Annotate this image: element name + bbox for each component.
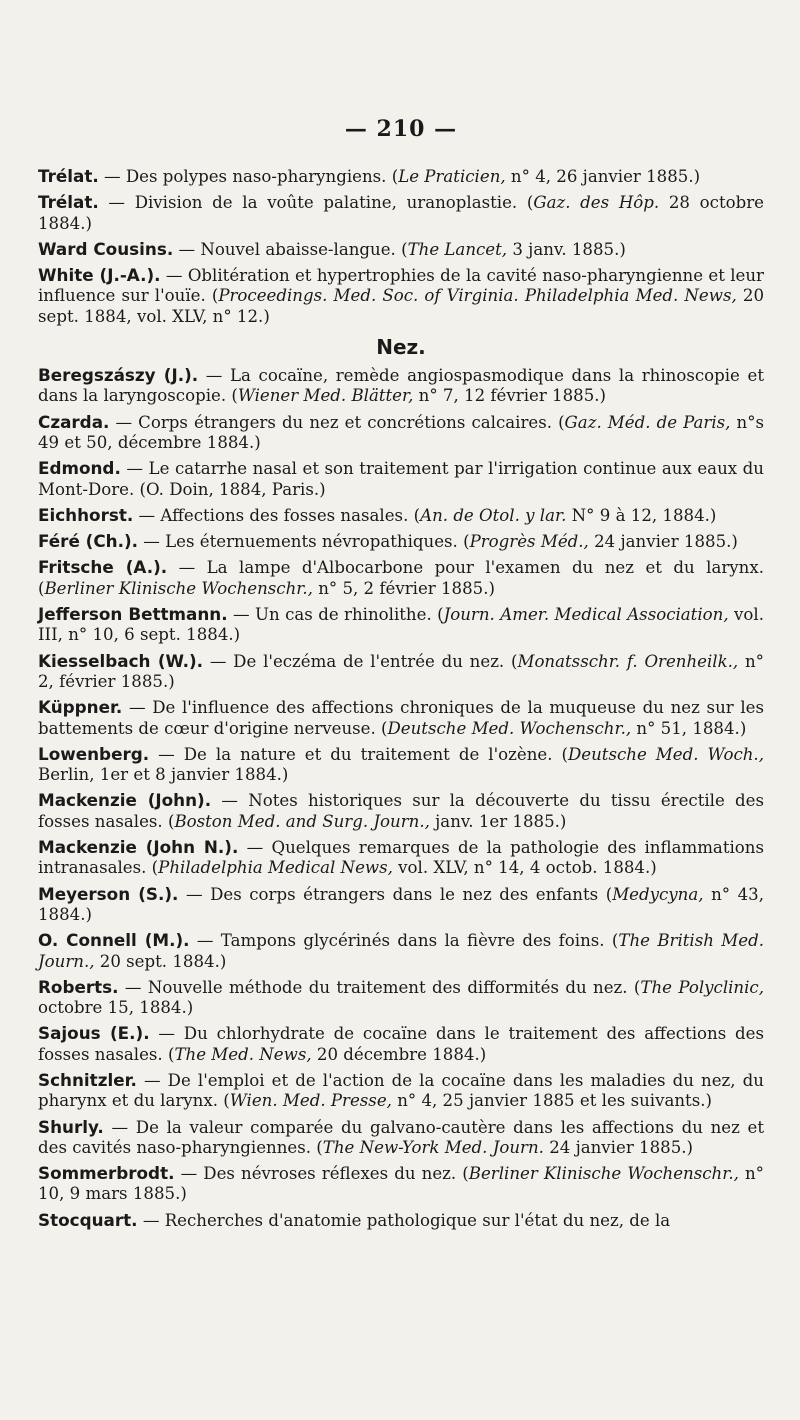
entry-details: n°s 49 et 50, décembre 1884.) (38, 412, 765, 452)
entry-details: vol. XLV, n° 14, 4 octob. 1884.) (392, 858, 657, 878)
entry-source: Gaz. Méd. de Paris, (564, 412, 731, 432)
entry-details: 20 sept. 1884, vol. XLV, n° 12.) (38, 286, 764, 326)
entry-title: — Corps étrangers du nez et concrétions calcaires. ( (109, 412, 565, 432)
bibliography-entry (38, 697, 764, 739)
entry-title: — Des névroses réflexes du nez. ( (174, 1164, 469, 1184)
entry-title: — Des corps étrangers dans le nez des enfants ( (178, 884, 613, 904)
entry-title: — Notes historiques sur la découverte du tissu érectile des fosses nasales. ( (38, 791, 764, 831)
bibliography-entry (38, 505, 764, 526)
entry-author: Küppner. (38, 697, 123, 718)
entry-details: n° 5, 2 février 1885.) (312, 578, 495, 598)
entry-source: Deutsche Med. Woch., (568, 744, 764, 764)
entry-author: Lowenberg. (38, 743, 150, 764)
bibliography-entry (38, 239, 764, 260)
entry-title: — Du chlorhydrate de cocaïne dans le traitement des affections des fosses nasales. ( (38, 1024, 765, 1064)
entry-details: 3 janv. 1885.) (507, 239, 626, 259)
entry-title: — Affections des fosses nasales. ( (133, 505, 421, 525)
bibliography-entry (38, 265, 764, 327)
entry-source: Philadelphia Medical News, (158, 858, 393, 878)
entry-details: 24 janvier 1885.) (543, 1137, 693, 1157)
entry-title: — De l'eczéma de l'entrée du nez. ( (203, 651, 518, 671)
bibliography-entry (38, 1023, 764, 1065)
bibliography-entry (38, 557, 764, 599)
bibliography-entry (38, 1117, 764, 1159)
entry-title: — Les éternuements névropathiques. ( (138, 532, 470, 552)
bibliography-entry (38, 192, 764, 234)
bibliography-entry (38, 1210, 764, 1231)
entry-details: octobre 15, 1884.) (38, 998, 194, 1018)
entry-source: The British Med. Journ., (38, 931, 764, 971)
entry-source: Journ. Amer. Medical Association, (443, 605, 729, 625)
bibliography-entry (38, 412, 764, 454)
entry-source: Wiener Med. Blätter, (237, 386, 414, 406)
entry-author: Roberts. (38, 976, 119, 997)
entry-title: — Nouvel abaisse-langue. ( (173, 239, 408, 259)
bibliography-entry (38, 744, 764, 786)
entry-title: — Division de la voûte palatine, uranoplastie. ( (98, 193, 534, 213)
entry-title: — Des polypes naso-pharyngiens. ( (98, 167, 399, 186)
entry-title: — Oblitération et hypertrophies de la cavité naso-pharyngienne et leur influence sur l'ouïe. ( (38, 266, 764, 306)
entry-source: The New-York Med. Journ. (322, 1137, 544, 1157)
entry-source: Deutsche Med. Wochenschr., (387, 718, 632, 738)
entry-title: — De la valeur comparée du galvano-cautère dans les affections du nez et des cavités naso-pharyngiennes. ( (38, 1117, 764, 1157)
entry-details: 24 janvier 1885.) (588, 532, 738, 552)
entry-author: Jefferson Bettmann. (38, 604, 228, 625)
section-heading: Nez. (376, 335, 426, 360)
entry-author: Mackenzie (John). (38, 790, 212, 811)
entry-author: Beregszászy (J.). (38, 365, 199, 386)
entries-top (38, 166, 764, 327)
bibliography-entry (38, 1163, 764, 1205)
entry-title: — Recherches d'anatomie pathologique sur l'état du nez, de la (137, 1210, 671, 1230)
entry-source: Wien. Med. Presse, (229, 1091, 392, 1111)
page-number: — 210 — (344, 116, 458, 142)
bibliography-entry (38, 884, 764, 926)
entry-source: Progrès Méd., (469, 532, 589, 552)
entry-details: Berlin, 1er et 8 janvier 1884.) (38, 765, 289, 785)
entry-details: n° 51, 1884.) (631, 718, 747, 738)
entry-title: — Un cas de rhinolithe. ( (227, 605, 444, 625)
entry-details: 20 décembre 1884.) (311, 1044, 487, 1064)
entry-title: — Tampons glycérinés dans la fièvre des foins. ( (189, 931, 619, 951)
entry-details: n° 10, 9 mars 1885.) (38, 1164, 764, 1204)
entry-title: — De la nature et du traitement de l'ozène. ( (149, 744, 568, 764)
entry-source: The Med. News, (174, 1044, 312, 1064)
entry-author: Schnitzler. (38, 1069, 137, 1090)
entry-author: Ward Cousins. (38, 238, 174, 259)
entry-source: Proceedings. Med. Soc. of Virginia. Philadelphia Med. News, (218, 286, 737, 306)
bibliography-entry (38, 651, 764, 693)
entry-details: n° 43, 1884.) (38, 884, 764, 924)
entry-source: An. de Otol. y lar. (420, 505, 567, 525)
entry-title: — De l'influence des affections chroniques de la muqueuse du nez sur les battements de cœur d'origine nerveuse. ( (38, 698, 764, 738)
entry-details: n° 4, 26 janvier 1885.) (505, 167, 701, 186)
entry-details: 20 sept. 1884.) (94, 951, 227, 971)
entry-details: 28 octobre 1884.) (38, 193, 764, 233)
entry-source: The Polyclinic, (640, 977, 764, 997)
entry-source: The Lancet, (407, 239, 508, 259)
bibliography-entry (38, 977, 764, 1019)
bibliography-entry (38, 166, 764, 187)
entry-title: — Le catarrhe nasal et son traitement par l'irrigation continue aux eaux du Mont-Dore. (O. Doin, 1884, Paris.) (38, 459, 764, 499)
bibliography-entry (38, 458, 764, 500)
entry-source: Boston Med. and Surg. Journ., (174, 811, 430, 831)
entry-author: Shurly. (38, 1116, 104, 1137)
entry-source: Le Praticien, (398, 167, 506, 186)
bibliography-entry (38, 837, 764, 879)
entry-details: n° 7, 12 février 1885.) (413, 386, 607, 406)
entry-author: Mackenzie (John N.). (38, 837, 239, 858)
entry-details: n° 2, février 1885.) (38, 651, 764, 691)
entry-title: — De l'emploi et de l'action de la cocaïne dans les maladies du nez, du pharynx et du larynx. ( (38, 1070, 764, 1111)
entry-author: Sajous (E.). (38, 1023, 150, 1044)
entry-source: Gaz. des Hôp. (533, 193, 660, 213)
bibliography-entry (38, 1070, 764, 1112)
entry-details: janv. 1er 1885.) (429, 811, 567, 831)
entry-source: Berliner Klinische Wochenschr., (44, 578, 313, 598)
bibliography-entry (38, 365, 764, 407)
entry-details: n° 4, 25 janvier 1885 et les suivants.) (391, 1091, 712, 1111)
bibliography-entry (38, 790, 764, 832)
entry-title: — Quelques remarques de la pathologie des inflammations intranasales. ( (38, 838, 764, 878)
bibliography-entry (38, 930, 764, 972)
entries-list (38, 365, 764, 1231)
entry-source: Medycyna, (612, 884, 704, 904)
entry-author: Féré (Ch.). (38, 531, 139, 552)
entry-author: Sommerbrodt. (38, 1163, 175, 1184)
entry-title: — La cocaïne, remède angiospasmodique dans la rhinoscopie et dans la laryngoscopie. ( (38, 366, 764, 406)
entry-title: — La lampe d'Albocarbone pour l'examen du nez et du larynx. ( (38, 558, 764, 598)
entry-author: O. Connell (M.). (38, 930, 190, 951)
entry-source: Monatsschr. f. Orenheilk., (517, 651, 739, 671)
entry-author: Czarda. (38, 411, 110, 432)
bibliography-entry (38, 604, 764, 646)
entry-author: Stocquart. (38, 1209, 138, 1230)
entry-author: Kiesselbach (W.). (38, 650, 204, 671)
entry-author: White (J.-A.). (38, 265, 161, 286)
entry-details: vol. III, n° 10, 6 sept. 1884.) (38, 605, 764, 645)
bibliography-entry (38, 531, 764, 552)
entry-author: Trélat. (38, 192, 99, 213)
entry-title: — Nouvelle méthode du traitement des difformités du nez. ( (118, 977, 641, 997)
entry-author: Trélat. (38, 166, 99, 186)
entry-author: Fritsche (A.). (38, 557, 168, 578)
entry-author: Meyerson (S.). (38, 883, 179, 904)
entry-author: Eichhorst. (38, 504, 134, 525)
entry-author: Edmond. (38, 458, 121, 479)
entry-source: Berliner Klinische Wochenschr., (468, 1164, 739, 1184)
entry-details: N° 9 à 12, 1884.) (566, 505, 717, 525)
